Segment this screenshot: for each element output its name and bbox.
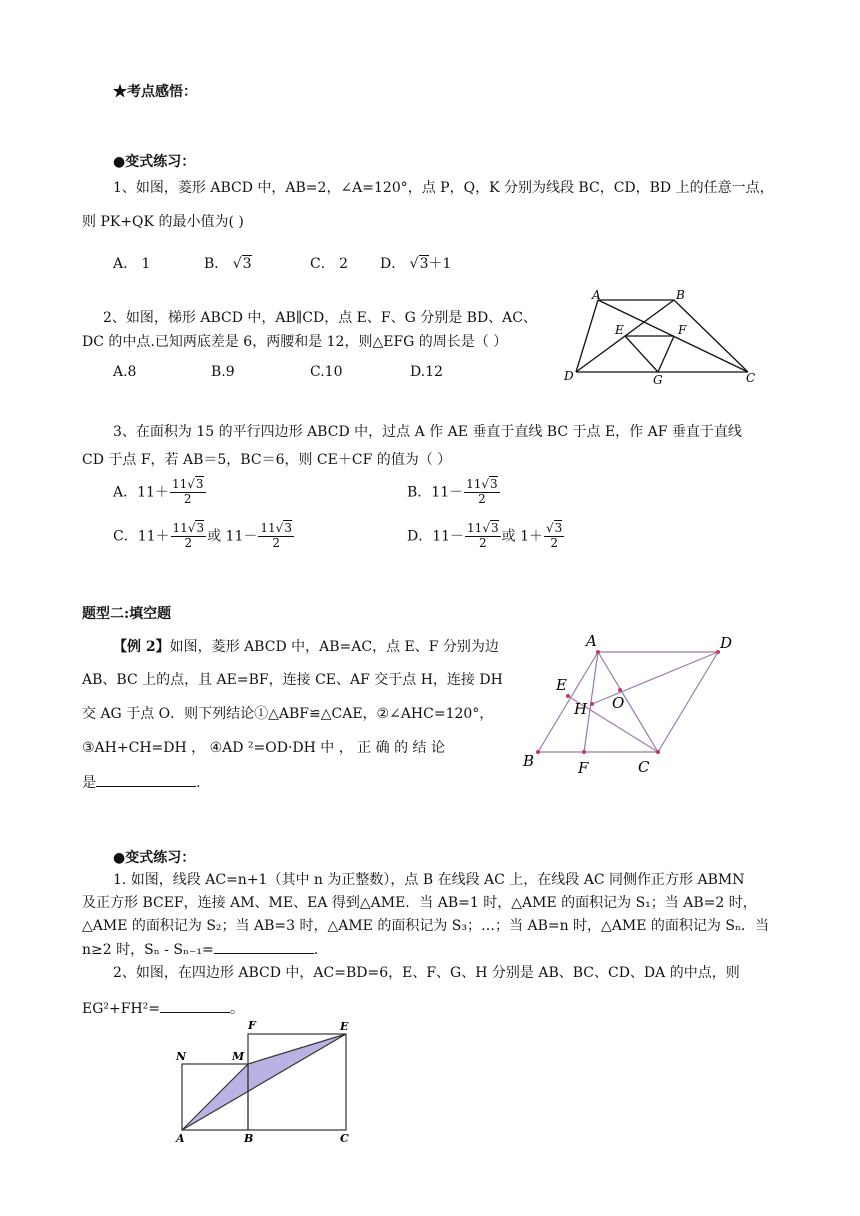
ex2-line1: 【例 2】如图，菱形 ABCD 中，AB=AC，点 E、F 分别为边 xyxy=(113,639,499,655)
label-b: B xyxy=(523,752,535,770)
label-c: C xyxy=(746,371,756,385)
label-c: C xyxy=(638,758,650,776)
q2-option-d: D.12 xyxy=(410,364,443,380)
p1-line4: n≥2 时，Sₙ - Sₙ₋₁= . xyxy=(82,942,319,958)
p1-line2: 及正方形 BCEF，连接 AM、ME、EA 得到△AME．当 AB=1 时，△AME 的面积记为 S₁；当 AB=2 时， xyxy=(82,895,757,911)
label-b: B xyxy=(676,288,685,302)
p2-line1: 2、如图，在四边形 ABCD 中，AC=BD=6，E、F、G、H 分别是 AB、BC、CD、DA 的中点，则 xyxy=(113,965,740,981)
label-d: D xyxy=(564,369,574,383)
q3-line2: CD 于点 F，若 AB＝5，BC＝6，则 CE＋CF 的值为（ ） xyxy=(82,452,452,468)
section-bianshi-2: ●变式练习： xyxy=(113,850,196,866)
q1-option-d: D． √3＋1 xyxy=(380,256,452,272)
ex2-line5: 是 . xyxy=(82,775,201,791)
q2-option-a: A.8 xyxy=(113,364,137,380)
q3-option-b: B．11－ $\frac{11√3}{2}$ xyxy=(407,477,498,506)
label-g: G xyxy=(653,373,663,387)
ex2-line4: ③AH+CH=DH ， ④AD ²=OD·DH 中 ， 正 确 的 结 论 xyxy=(82,740,446,756)
q2-line1: 2、如图，梯形 ABCD 中，AB∥CD，点 E、F、G 分别是 BD、AC、 xyxy=(103,310,538,326)
trapezoid-figure xyxy=(560,288,765,388)
q3-option-c: C．11＋ $\frac{11√3}{2}$ 或 11－ $\frac{11√3}{2}$ xyxy=(113,521,292,550)
label-n: N xyxy=(176,1050,187,1063)
label-f: F xyxy=(678,323,687,337)
label-b: B xyxy=(244,1132,254,1145)
q2-option-b: B.9 xyxy=(211,364,235,380)
section-bianshi-1: ●变式练习： xyxy=(113,154,196,170)
q3-option-a: A．11＋ $\frac{11√3}{2}$ xyxy=(113,477,204,506)
label-e: E xyxy=(615,323,624,337)
q2-line2: DC 的中点.已知两底差是 6，两腰和是 12，则△EFG 的周长是（ ） xyxy=(82,334,508,350)
label-m: M xyxy=(232,1050,245,1063)
q3-option-d: D．11－ $\frac{11√3}{2}$ 或 1＋ $\frac{√3}{2}$ xyxy=(407,521,563,550)
q2-option-c: C.10 xyxy=(310,364,343,380)
label-e: E xyxy=(556,676,567,694)
ex2-line2: AB、BC 上的点，且 AE=BF，连接 CE、AF 交于点 H，连接 DH xyxy=(82,672,503,688)
label-a: A xyxy=(592,288,601,302)
rhombus-figure xyxy=(520,628,765,778)
p1-line3: △AME 的面积记为 S₂；当 AB=3 时，△AME 的面积记为 S₃；…；当 AB=n 时，△AME 的面积记为 Sₙ．当 xyxy=(82,918,770,934)
ex2-line3: 交 AG 于点 O．则下列结论①△ABF≌△CAE，②∠AHC=120°， xyxy=(82,706,494,722)
q1-option-c: C． 2 xyxy=(310,256,349,272)
label-h: H xyxy=(574,700,588,718)
label-e: E xyxy=(340,1020,349,1033)
label-f: F xyxy=(578,759,589,777)
q1-line2: 则 PK+QK 的最小值为( ) xyxy=(82,214,244,230)
section-kaodian: ★考点感悟： xyxy=(113,84,197,100)
p1-line1: 1. 如图，线段 AC=n+1（其中 n 为正整数），点 B 在线段 AC 上，在线段 AC 同侧作正方形 ABMN xyxy=(113,872,745,888)
label-a: A xyxy=(586,632,597,650)
q1-option-b: B． √3 xyxy=(204,256,252,272)
label-a: A xyxy=(176,1132,185,1145)
q3-line1: 3、在面积为 15 的平行四边形 ABCD 中，过点 A 作 AE 垂直于直线 BC 于点 E，作 AF 垂直于直线 xyxy=(113,424,742,440)
p2-line2: EG²+FH²= 。 xyxy=(82,1001,245,1017)
label-o: O xyxy=(612,694,625,712)
q1-option-a: A． 1 xyxy=(113,256,151,272)
squares-figure xyxy=(168,1018,363,1148)
label-f: F xyxy=(248,1019,256,1032)
label-d: D xyxy=(720,634,733,652)
section-tixing-2: 题型二:填空题 xyxy=(82,606,172,622)
label-c: C xyxy=(340,1132,349,1145)
q1-line1: 1、如图，菱形 ABCD 中，AB=2，∠A=120°，点 P，Q，K 分别为线段 BC，CD，BD 上的任意一点， xyxy=(113,180,774,196)
